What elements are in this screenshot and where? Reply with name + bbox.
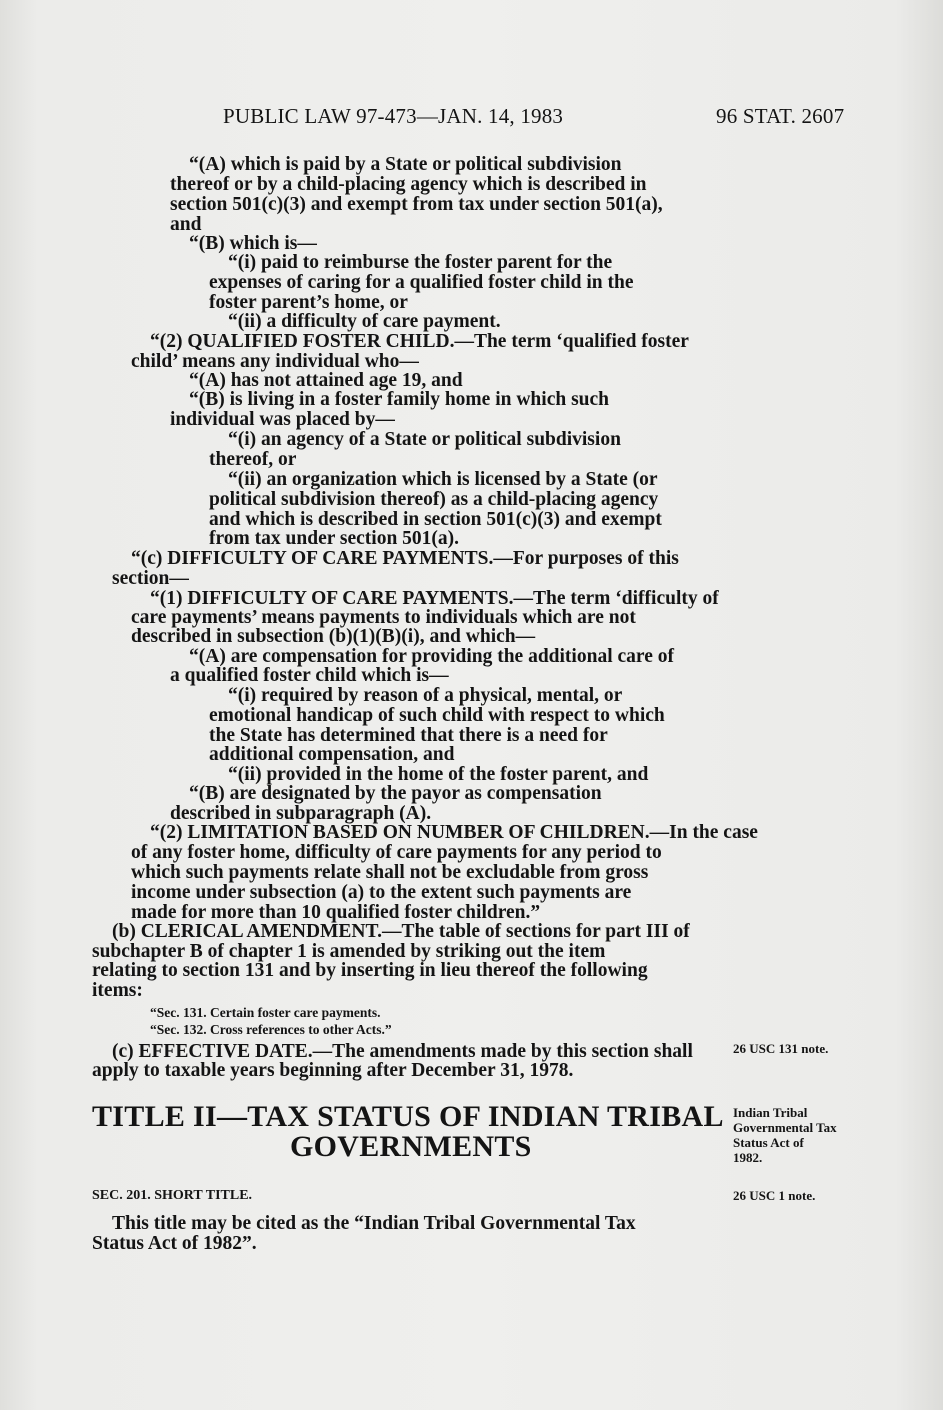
text-line: political subdivision thereof) as a child-placing agency <box>209 489 659 510</box>
text-line: “(B) are designated by the payor as compensation <box>189 783 602 804</box>
table-of-sections-item: “Sec. 131. Certain foster care payments. <box>150 1005 381 1020</box>
text-line: care payments’ means payments to individuals which are not <box>131 607 636 628</box>
text-line: foster parent’s home, or <box>209 292 408 313</box>
text-line: additional compensation, and <box>209 744 455 765</box>
text-line: “(i) required by reason of a physical, mental, or <box>228 685 623 706</box>
text-line: “(A) are compensation for providing the additional care of <box>189 646 674 667</box>
text-line: child’ means any individual who— <box>131 351 419 372</box>
text-line: Status Act of 1982”. <box>92 1233 257 1254</box>
text-line: emotional handicap of such child with respect to which <box>209 705 665 726</box>
text-line: a qualified foster child which is— <box>170 665 449 686</box>
title-heading-line-1: TITLE II—TAX STATUS OF INDIAN TRIBAL <box>92 1100 724 1133</box>
text-line: “(c) DIFFICULTY OF CARE PAYMENTS.—For purposes of this <box>131 548 679 569</box>
text-line: “(2) LIMITATION BASED ON NUMBER OF CHILDREN.—In the case <box>150 822 758 843</box>
section-heading: SEC. 201. SHORT TITLE. <box>92 1188 253 1203</box>
text-line: and which is described in section 501(c)(3) and exempt <box>209 509 662 530</box>
text-line: “(i) paid to reimburse the foster parent for the <box>228 252 613 273</box>
text-line: apply to taxable years beginning after December 31, 1978. <box>92 1060 574 1081</box>
text-line: “(i) an agency of a State or political subdivision <box>228 429 621 450</box>
margin-note-usc1: 26 USC 1 note. <box>733 1188 816 1203</box>
table-of-sections-item: “Sec. 132. Cross references to other Acts.” <box>150 1022 392 1037</box>
text-line: and <box>170 214 202 235</box>
text-line: income under subsection (a) to the extent such payments are <box>131 882 632 903</box>
text-line: “(ii) an organization which is licensed by a State (or <box>228 469 658 490</box>
text-line: relating to section 131 and by inserting in lieu thereof the following <box>92 960 648 981</box>
text-line: subchapter B of chapter 1 is amended by striking out the item <box>92 941 606 962</box>
page-number: 96 STAT. 2607 <box>716 104 845 128</box>
running-header-left: PUBLIC LAW 97-473—JAN. 14, 1983 <box>223 104 564 128</box>
title-heading-line-2: GOVERNMENTS <box>290 1130 532 1163</box>
text-line: This title may be cited as the “Indian Tribal Governmental Tax <box>112 1213 636 1234</box>
text-line: from tax under section 501(a). <box>209 528 460 549</box>
text-line: individual was placed by— <box>170 409 395 430</box>
text-line: “(B) which is— <box>189 233 317 254</box>
text-line: “(B) is living in a foster family home in which such <box>189 389 610 410</box>
text-line: thereof or by a child-placing agency which is described in <box>170 174 647 195</box>
text-line: “(A) which is paid by a State or political subdivision <box>189 154 622 175</box>
margin-note-act-name-1: Indian Tribal <box>733 1105 808 1120</box>
text-line: “(ii) provided in the home of the foster parent, and <box>228 764 649 785</box>
text-line: expenses of caring for a qualified foster child in the <box>209 272 634 293</box>
text-line: the State has determined that there is a need for <box>209 725 608 746</box>
text-line: described in subparagraph (A). <box>170 803 432 824</box>
margin-note-act-name-2: Governmental Tax <box>733 1120 837 1135</box>
text-line: described in subsection (b)(1)(B)(i), and which— <box>131 626 536 647</box>
text-line: section 501(c)(3) and exempt from tax under section 501(a), <box>170 194 663 215</box>
text-line: thereof, or <box>209 449 297 470</box>
margin-note-act-name-3: Status Act of <box>733 1135 804 1150</box>
text-line: (b) CLERICAL AMENDMENT.—The table of sections for part III of <box>112 921 690 942</box>
text-line: “(2) QUALIFIED FOSTER CHILD.—The term ‘qualified foster <box>150 331 689 352</box>
text-line: which such payments relate shall not be excludable from gross <box>131 862 649 883</box>
margin-note-act-name-4: 1982. <box>733 1150 763 1165</box>
margin-note-usc131: 26 USC 131 note. <box>733 1041 829 1056</box>
text-line: “(ii) a difficulty of care payment. <box>228 311 501 332</box>
text-line: made for more than 10 qualified foster children.” <box>131 902 541 923</box>
text-line: (c) EFFECTIVE DATE.—The amendments made by this section shall <box>112 1041 693 1062</box>
text-line: “(A) has not attained age 19, and <box>189 370 463 391</box>
text-line: of any foster home, difficulty of care payments for any period to <box>131 842 662 863</box>
text-line: items: <box>92 980 143 1001</box>
text-line: section— <box>112 568 189 589</box>
text-line: “(1) DIFFICULTY OF CARE PAYMENTS.—The term ‘difficulty of <box>150 588 719 609</box>
